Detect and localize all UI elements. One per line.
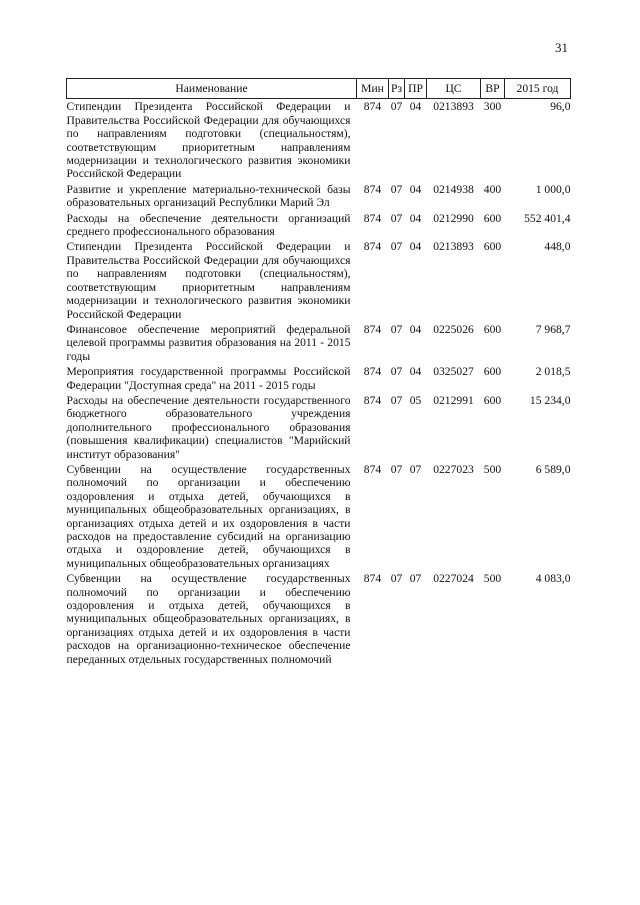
row-name: Расходы на обеспечение деятельности организаций среднего профессионального образования [66, 211, 351, 239]
row-min: 874 [363, 462, 382, 476]
row-rz: 07 [390, 393, 403, 407]
row-rz: 07 [390, 240, 403, 254]
row-pr: 07 [409, 462, 422, 476]
table-row [67, 462, 571, 571]
row-vr: 600 [483, 211, 502, 225]
row-pr: 04 [409, 182, 422, 196]
row-amount: 7 968,7 [535, 322, 571, 336]
row-min: 874 [363, 240, 382, 254]
table-row [67, 239, 571, 321]
row-cs: 0212990 [433, 211, 474, 225]
row-min: 874 [363, 182, 382, 196]
row-name: Расходы на обеспечение деятельности государственного бюджетного образовательного учреждения дополнительного профессионального образования (повышения квалификации) специалистов "Марийский институт образования" [66, 393, 351, 461]
row-cs: 0214938 [433, 182, 474, 196]
header-pr: ПР [405, 79, 427, 99]
header-cs: ЦС [427, 79, 481, 99]
header-year: 2015 год [505, 79, 571, 99]
table-row [67, 364, 571, 393]
row-amount: 2 018,5 [535, 365, 571, 379]
header-min: Мин [357, 79, 389, 99]
row-name: Мероприятия государственной программы Российской Федерации "Доступная среда" на 2011 - 2015 годы [66, 365, 351, 392]
row-vr: 600 [483, 240, 502, 254]
row-cs: 0227024 [433, 572, 474, 586]
row-name: Стипендии Президента Российской Федерации и Правительства Российской Федерации для обучающихся по направлениям подготовки (специальностям), соответствующим приоритетным направлениям модернизации и технологического развития экономики Российской Федерации [66, 100, 351, 181]
row-amount: 552 401,4 [524, 211, 571, 225]
row-cs: 0225026 [433, 322, 474, 336]
row-pr: 04 [409, 240, 422, 254]
row-amount: 4 083,0 [535, 572, 571, 586]
row-vr: 600 [483, 393, 502, 407]
row-pr: 07 [409, 572, 422, 586]
row-amount: 15 234,0 [529, 393, 571, 407]
row-rz: 07 [390, 322, 403, 336]
row-cs: 0213893 [433, 240, 474, 254]
row-rz: 07 [390, 572, 403, 586]
row-pr: 04 [409, 322, 422, 336]
row-pr: 04 [409, 365, 422, 379]
table-row [67, 322, 571, 364]
table-row [67, 571, 571, 667]
table-row [67, 393, 571, 462]
row-vr: 600 [483, 365, 502, 379]
table-header-row [67, 79, 571, 99]
row-vr: 600 [483, 322, 502, 336]
row-vr: 400 [483, 182, 502, 196]
row-cs: 0325027 [433, 365, 474, 379]
row-rz: 07 [390, 182, 403, 196]
row-name: Субвенции на осуществление государственных полномочий по организации и обеспечению оздоровления и отдыха детей, обучающихся в муниципальных общеобразовательных организациях, в организациях отдыха детей и их оздоровления в части расходов на организационно-техническое обеспечение переданных отдельных государственных полномочий [66, 572, 351, 666]
row-name: Субвенции на осуществление государственных полномочий по организации и обеспечению оздоровления и отдыха детей, обучающихся в муниципальных общеобразовательных организациях, в организациях отдыха детей и их оздоровления в части расходов на предоставление субсидий на организацию отдыха и оздоровление детей, обучающихся в муниципальных общеобразовательных организациях [66, 462, 351, 570]
row-amount: 6 589,0 [535, 462, 571, 476]
row-pr: 04 [409, 211, 422, 225]
row-name: Финансовое обеспечение мероприятий федеральной целевой программы развития образования на 2011 - 2015 годы [66, 322, 351, 363]
row-name: Стипендии Президента Российской Федерации и Правительства Российской Федерации для обучающихся по направлениям подготовки (специальностям), соответствующим приоритетным направлениям модернизации и технологического развития экономики Российской Федерации [66, 240, 351, 321]
row-min: 874 [363, 100, 382, 114]
row-vr: 500 [483, 462, 502, 476]
page-number: 31 [555, 40, 568, 55]
table-row [67, 211, 571, 240]
row-min: 874 [363, 365, 382, 379]
row-vr: 300 [483, 100, 502, 114]
row-min: 874 [363, 322, 382, 336]
row-vr: 500 [483, 572, 502, 586]
row-cs: 0212991 [433, 393, 474, 407]
row-cs: 0213893 [433, 100, 474, 114]
row-amount: 1 000,0 [535, 182, 571, 196]
header-vr: ВР [481, 79, 505, 99]
header-rz: Рз [389, 79, 405, 99]
table-body [67, 99, 571, 667]
table-row [67, 182, 571, 211]
row-min: 874 [363, 393, 382, 407]
row-cs: 0227023 [433, 462, 474, 476]
table-row [67, 99, 571, 182]
row-rz: 07 [390, 365, 403, 379]
row-pr: 05 [409, 393, 422, 407]
row-pr: 04 [409, 100, 422, 114]
row-rz: 07 [390, 100, 403, 114]
row-rz: 07 [390, 211, 403, 225]
header-name: Наименование [67, 79, 357, 99]
row-name: Развитие и укрепление материально-технической базы образовательных организаций Республики Марий Эл [66, 182, 351, 210]
budget-table [66, 78, 571, 667]
row-amount: 96,0 [550, 100, 571, 114]
row-rz: 07 [390, 462, 403, 476]
row-amount: 448,0 [544, 240, 571, 254]
row-min: 874 [363, 572, 382, 586]
row-min: 874 [363, 211, 382, 225]
